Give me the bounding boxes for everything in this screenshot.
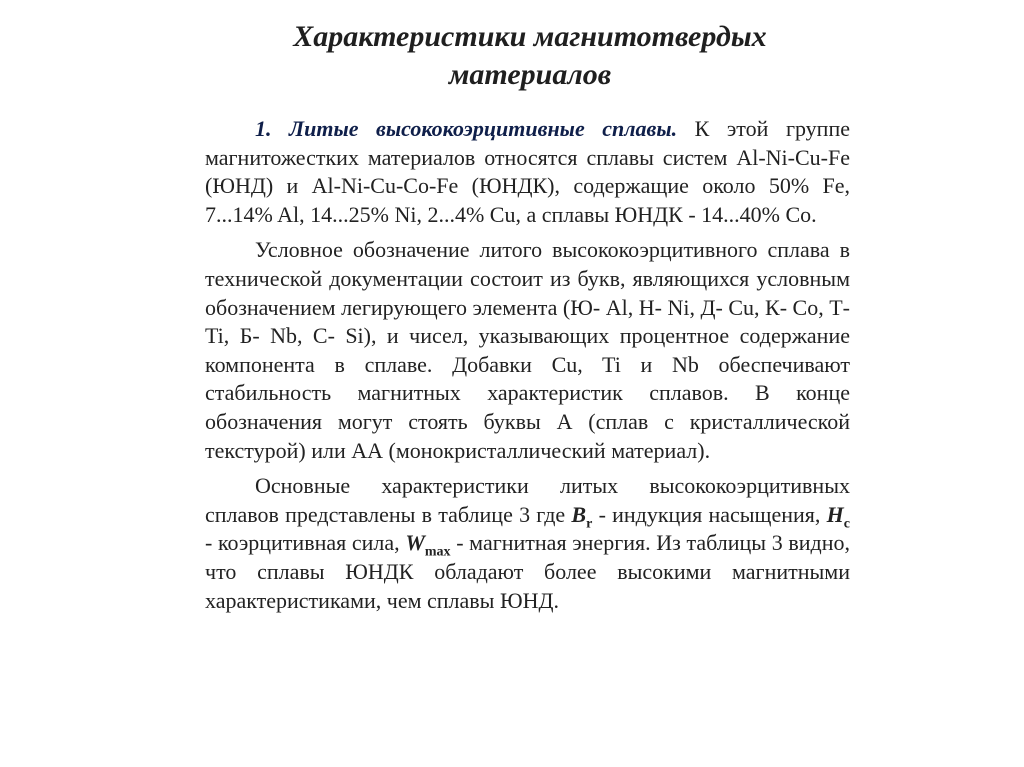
paragraph-lead-heading: 1. Литые высококоэрцитивные сплавы. [255, 116, 678, 141]
slide-body [205, 115, 850, 622]
paragraph-text-part-2: - индукция насыщения, [592, 501, 827, 527]
symbol-hc: $H_c$ [826, 501, 850, 532]
paragraph-text-part-1: Основные характеристики литых высококоэрцитивных сплавов представлены в таблице 3 где [205, 473, 850, 527]
slide-title-line-1: Характеристики магнитотвердых [293, 20, 767, 53]
paragraph-characteristics [205, 472, 850, 615]
paragraph-text: Условное обозначение литого высококоэрцитивного сплава в технической документации состоит из букв, являющихся условным обозначением легирующего элемента (Ю- Al, Н- Ni, Д- Cu, К- Co, Т- Ti, Б- Nb, С- Si), и чисел, указывающих процентное содержание компонента в сплаве. Добавки Cu, Ti и Nb обеспечивают стабильность магнитных характеристик сплавов. В конце обозначения могут стоять буквы А (сплав с кристаллической текстурой) или АА (монокристаллический материал). [205, 237, 850, 463]
paragraph-cast-alloys [205, 115, 850, 229]
symbol-wmax: $W_{max}$ [405, 530, 451, 560]
paragraph-text-part-4: - магнитная энергия. Из таблицы 3 видно, что сплавы ЮНДК обладают более высокими магнитными характеристиками, чем сплавы ЮНД. [205, 530, 851, 613]
symbol-br: $B_r$ [571, 501, 593, 532]
slide-title [200, 18, 860, 94]
paragraph-text-part-3: - коэрцитивная сила, [205, 530, 406, 556]
paragraph-text: К этой группе магнитожестких материалов относятся сплавы систем Al-Ni-Cu-Fe (ЮНД) и Al-Ni-Cu-Co-Fe (ЮНДК), содержащие около 50% Fe, 7...14% Al, 14...25% Ni, 2...4% Cu, а сплавы ЮНДК - 14...40% Co. [205, 116, 850, 227]
paragraph-designation [205, 236, 850, 465]
slide-title-line-2: материалов [448, 58, 612, 91]
